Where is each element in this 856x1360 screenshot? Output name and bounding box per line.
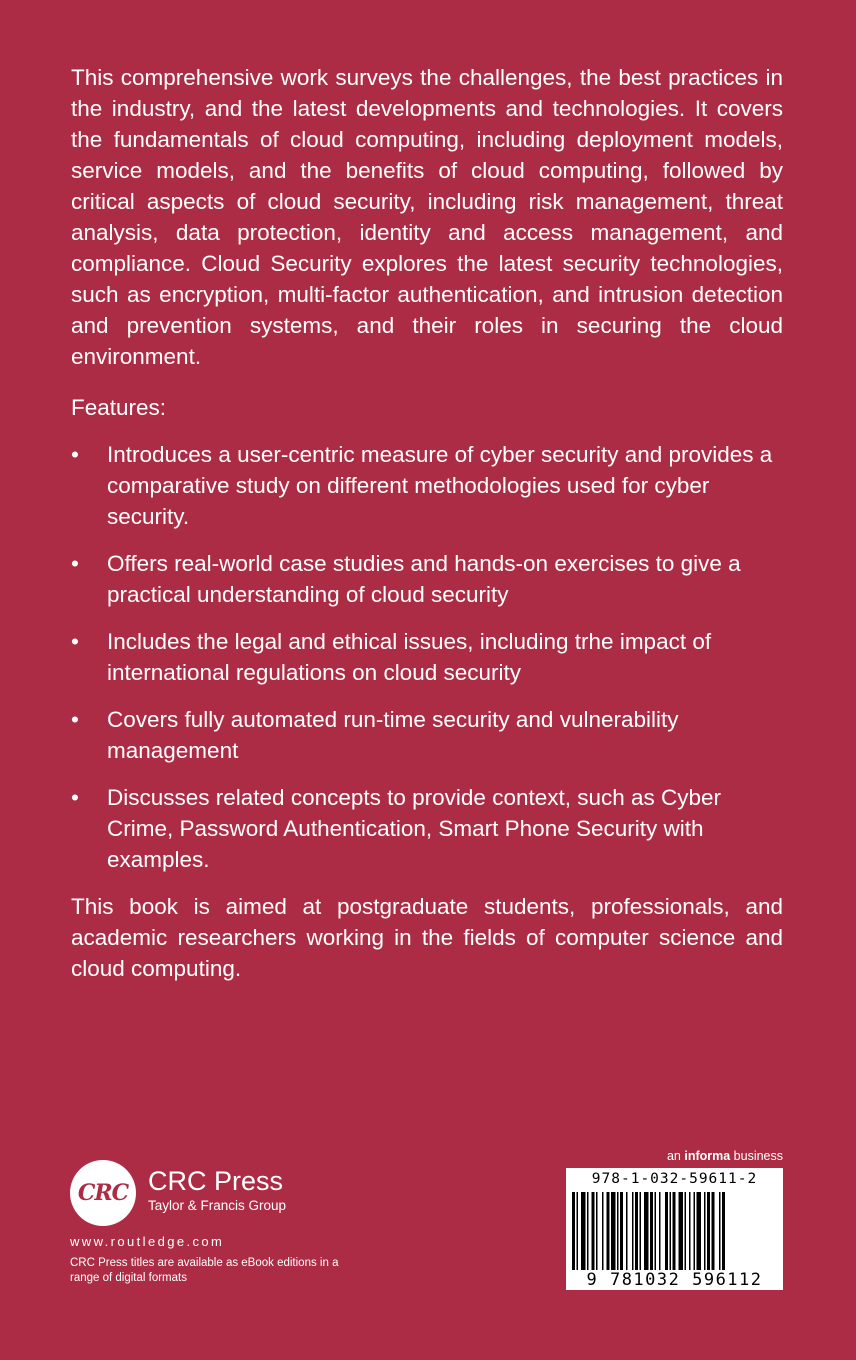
- feature-item: • Discusses related concepts to provide context, such as Cyber Crime, Password Authentication, Smart Phone Security with examples.: [71, 782, 783, 875]
- feature-item: • Offers real-world case studies and hands-on exercises to give a practical understanding of cloud security: [71, 548, 783, 610]
- publisher-name: CRC Press: [148, 1166, 284, 1196]
- ebook-note: CRC Press titles are available as eBook editions in a range of digital formats: [70, 1257, 339, 1284]
- informa-tagline: an informa business: [666, 1149, 783, 1163]
- ean-digits: 9 781032 596112: [566, 1270, 783, 1290]
- intro-paragraph: This comprehensive work surveys the challenges, the best practices in the industry, and the latest developments and technologies. It covers the fundamentals of cloud computing, including deployment models, service models, and the benefits of cloud computing, followed by critical aspects of cloud security, including risk management, threat analysis, data protection, identity and access management, and compliance. Cloud Security explores the latest security technologies, such as encryption, multi-factor authentication, and intrusion detection and prevention systems, and their roles in securing the cloud environment.: [71, 65, 783, 369]
- feature-item: • Covers fully automated run-time security and vulnerability management: [71, 704, 783, 766]
- bullet-icon: •: [71, 629, 79, 654]
- audience-paragraph: This book is aimed at postgraduate students, professionals, and academic researchers working in the fields of computer science and cloud computing.: [71, 894, 783, 981]
- isbn-barcode: [566, 1168, 783, 1290]
- bullet-icon: •: [71, 785, 79, 810]
- bullet-icon: •: [71, 707, 79, 732]
- back-cover-text: [71, 62, 783, 984]
- feature-item: • Introduces a user-centric measure of cyber security and provides a comparative study on different methodologies used for cyber security.: [71, 439, 783, 532]
- bullet-icon: •: [71, 442, 79, 467]
- feature-item: • Includes the legal and ethical issues, including trhe impact of international regulations on cloud security: [71, 626, 783, 688]
- publisher-website: www.routledge.com: [70, 1234, 225, 1249]
- isbn-number: 978-1-032-59611-2: [591, 1171, 758, 1187]
- features-list: [71, 439, 783, 875]
- crc-logo-icon: CRC: [70, 1160, 136, 1226]
- barcode-bars: [570, 1192, 779, 1270]
- bullet-icon: •: [71, 551, 79, 576]
- features-heading: Features:: [71, 395, 167, 420]
- publisher-group: Taylor & Francis Group: [148, 1198, 287, 1213]
